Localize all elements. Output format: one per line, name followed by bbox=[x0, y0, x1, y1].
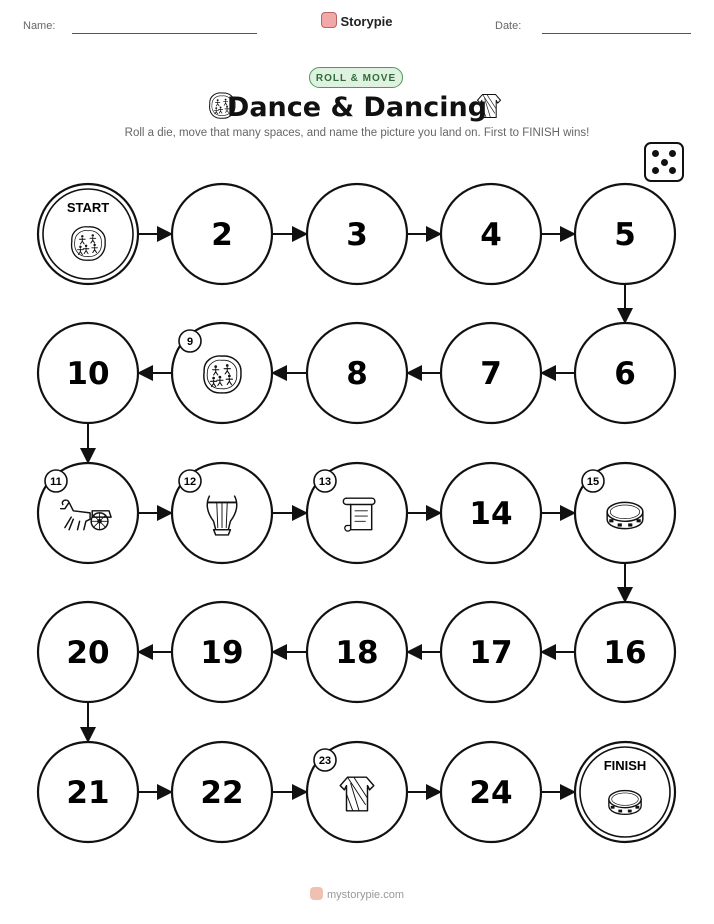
board-space-13[interactable] bbox=[307, 463, 407, 563]
board-space-11[interactable] bbox=[38, 463, 138, 563]
space-number: 14 bbox=[469, 496, 513, 532]
board-space-15[interactable] bbox=[575, 463, 675, 563]
page-title: Dance & Dancing bbox=[226, 92, 488, 123]
board-space-20[interactable] bbox=[38, 602, 138, 702]
board-space-23[interactable] bbox=[307, 742, 407, 842]
space-number: 20 bbox=[66, 635, 110, 671]
name-label: Name: bbox=[23, 20, 56, 32]
roll-and-move-badge: ROLL & MOVE bbox=[309, 67, 403, 88]
footer-url: mystorypie.com bbox=[326, 889, 405, 901]
space-number-badge: 9 bbox=[186, 336, 194, 348]
board-space-16[interactable] bbox=[575, 602, 675, 702]
board-space-12[interactable] bbox=[172, 463, 272, 563]
footer bbox=[0, 887, 714, 901]
storypie-footer-logo-icon bbox=[310, 887, 323, 900]
start-space[interactable] bbox=[38, 184, 138, 284]
board-space-6[interactable] bbox=[575, 323, 675, 423]
board-space-4[interactable] bbox=[441, 184, 541, 284]
space-number: 19 bbox=[200, 635, 244, 671]
board-space-17[interactable] bbox=[441, 602, 541, 702]
board-space-8[interactable] bbox=[307, 323, 407, 423]
space-number: 21 bbox=[66, 775, 110, 811]
finish-space[interactable] bbox=[575, 742, 675, 842]
board-space-24[interactable] bbox=[441, 742, 541, 842]
board-space-5[interactable] bbox=[575, 184, 675, 284]
board-space-9[interactable] bbox=[172, 323, 272, 423]
space-number: 4 bbox=[480, 217, 502, 253]
board-space-18[interactable] bbox=[307, 602, 407, 702]
space-number-badge: 12 bbox=[183, 476, 197, 488]
board-space-2[interactable] bbox=[172, 184, 272, 284]
space-number: 6 bbox=[614, 356, 636, 392]
board-space-22[interactable] bbox=[172, 742, 272, 842]
space-number: 10 bbox=[66, 356, 110, 392]
space-number: 5 bbox=[614, 217, 636, 253]
board-space-10[interactable] bbox=[38, 323, 138, 423]
space-number: 7 bbox=[480, 356, 502, 392]
board-space-19[interactable] bbox=[172, 602, 272, 702]
space-number: 24 bbox=[469, 775, 513, 811]
board-space-21[interactable] bbox=[38, 742, 138, 842]
space-number: 16 bbox=[603, 635, 647, 671]
space-number: 2 bbox=[211, 217, 233, 253]
space-number: 17 bbox=[469, 635, 513, 671]
die-five-icon bbox=[644, 142, 684, 182]
brand-name: Storypie bbox=[340, 14, 393, 29]
instructions: Roll a die, move that many spaces, and name the picture you land on. First to FINISH wins! bbox=[124, 127, 590, 139]
space-label: START bbox=[66, 200, 110, 215]
space-number-badge: 15 bbox=[586, 476, 600, 488]
space-number: 18 bbox=[335, 635, 379, 671]
space-number: 22 bbox=[200, 775, 244, 811]
board-space-3[interactable] bbox=[307, 184, 407, 284]
date-label: Date: bbox=[495, 20, 522, 32]
board-space-7[interactable] bbox=[441, 323, 541, 423]
space-number-badge: 13 bbox=[318, 476, 332, 488]
space-number: 8 bbox=[346, 356, 368, 392]
space-number-badge: 11 bbox=[50, 476, 62, 488]
space-label: FINISH bbox=[603, 758, 647, 773]
board-space-14[interactable] bbox=[441, 463, 541, 563]
space-number: 3 bbox=[346, 217, 368, 253]
space-number-badge: 23 bbox=[318, 755, 332, 767]
